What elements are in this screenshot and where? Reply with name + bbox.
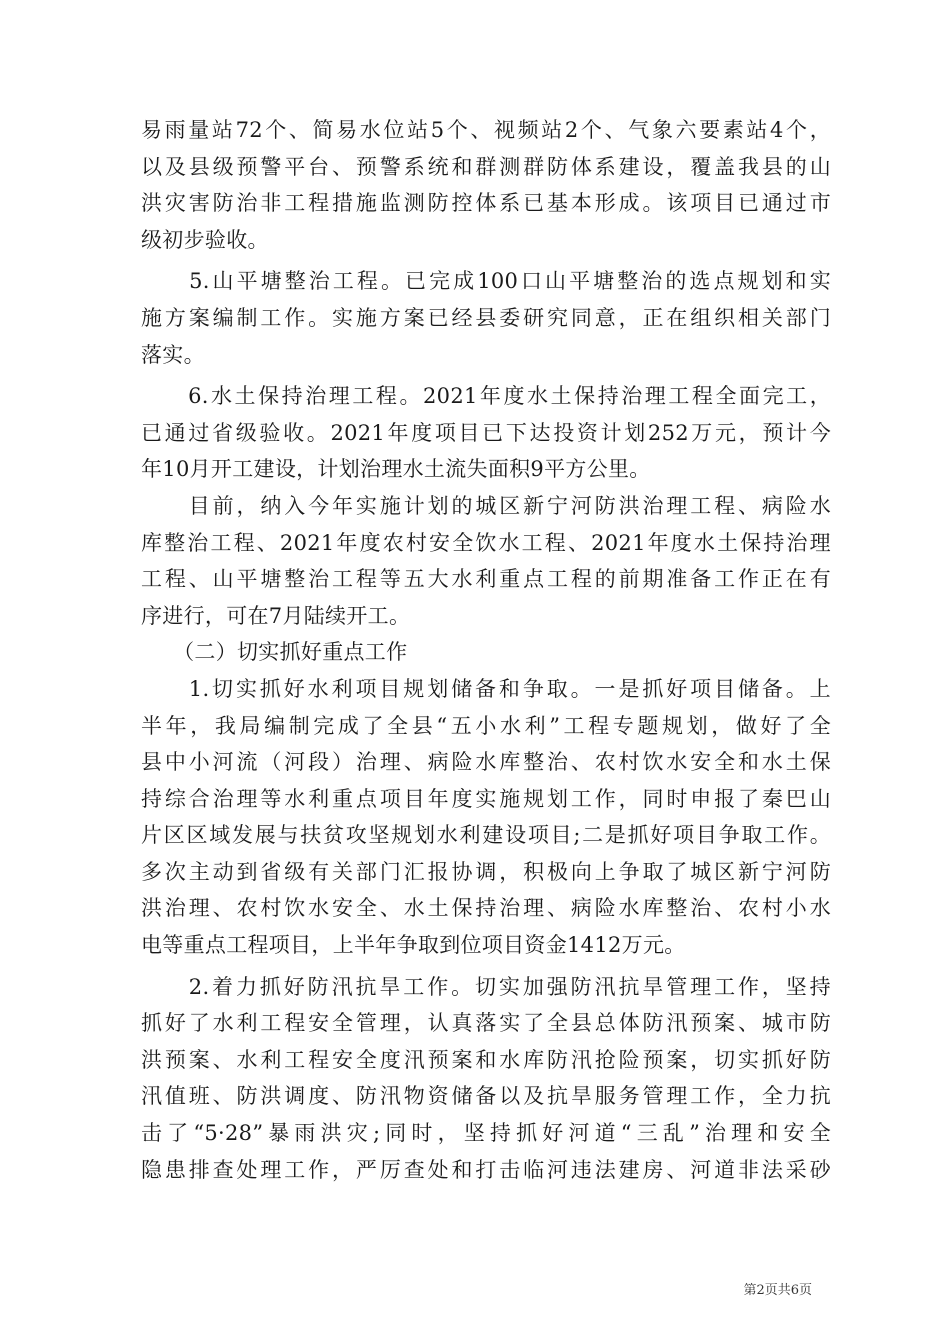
text-line: 片区区域发展与扶贫攻坚规划水利建设项目;二是抓好项目争取工作。 bbox=[141, 823, 831, 848]
text-line: 5.山平塘整治工程。已完成100口山平塘整治的选点规划和实 bbox=[141, 269, 831, 294]
text-line: 洪灾害防治非工程措施监测防控体系已基本形成。该项目已通过市 bbox=[141, 191, 831, 216]
heading-line: （二）切实抓好重点工作 bbox=[141, 640, 408, 665]
paragraph-pond-project bbox=[141, 263, 831, 373]
text-line: 洪预案、水利工程安全度汛预案和水库防汛抢险预案，切实抓好防 bbox=[141, 1047, 831, 1072]
text-line: 6.水土保持治理工程。2021年度水土保持治理工程全面完工， bbox=[141, 384, 831, 409]
text-line: 抓好了水利工程安全管理，认真落实了全县总体防汛预案、城市防 bbox=[141, 1011, 831, 1036]
text-line: 洪治理、农村饮水安全、水土保持治理、病险水库整治、农村小水 bbox=[141, 896, 831, 921]
text-line: 击了“5·28”暴雨洪灾;同时，坚持抓好河道“三乱”治理和安全 bbox=[141, 1121, 831, 1146]
text-line: 电等重点工程项目，上半年争取到位项目资金1412万元。 bbox=[141, 933, 686, 958]
paragraph-current-status bbox=[141, 488, 831, 634]
text-line: 2.着力抓好防汛抗旱工作。切实加强防汛抗旱管理工作，坚持 bbox=[141, 974, 831, 999]
paragraph-flood-warning bbox=[141, 112, 831, 258]
text-line: 隐患排查处理工作，严厉查处和打击临河违法建房、河道非法采砂 bbox=[141, 1157, 831, 1182]
text-line: 已通过省级验收。2021年度项目已下达投资计划252万元，预计今 bbox=[141, 420, 831, 445]
text-line: 库整治工程、2021年度农村安全饮水工程、2021年度水土保持治理 bbox=[141, 530, 831, 555]
paragraph-soil-conservation bbox=[141, 378, 831, 488]
text-line: 半年，我局编制完成了全县“五小水利”工程专题规划，做好了全 bbox=[141, 713, 831, 738]
text-line: 县中小河流（河段）治理、病险水库整治、农村饮水安全和水土保 bbox=[141, 750, 831, 775]
text-line: 持综合治理等水利重点项目年度实施规划工作，同时申报了秦巴山 bbox=[141, 786, 831, 811]
text-line: 序进行，可在7月陆续开工。 bbox=[141, 603, 411, 628]
text-line: 汛值班、防洪调度、防汛物资储备以及抗旱服务管理工作，全力抗 bbox=[141, 1084, 831, 1109]
text-line: 落实。 bbox=[141, 342, 205, 367]
text-line: 级初步验收。 bbox=[141, 227, 269, 252]
text-line: 年10月开工建设，计划治理水土流失面积9平方公里。 bbox=[141, 457, 651, 482]
text-line: 1.切实抓好水利项目规划储备和争取。一是抓好项目储备。上 bbox=[141, 676, 831, 701]
section-heading bbox=[141, 634, 831, 671]
text-line: 工程、山平塘整治工程等五大水利重点工程的前期准备工作正在有 bbox=[141, 567, 831, 592]
text-line: 以及县级预警平台、预警系统和群测群防体系建设，覆盖我县的山 bbox=[141, 154, 831, 179]
page-number: 第2页共6页 bbox=[743, 1283, 812, 1298]
paragraph-flood-control bbox=[141, 969, 831, 1189]
text-line: 易雨量站72个、简易水位站5个、视频站2个、气象六要素站4个， bbox=[141, 118, 831, 142]
text-line: 多次主动到省级有关部门汇报协调，积极向上争取了城区新宁河防 bbox=[141, 859, 831, 884]
paragraph-project-planning bbox=[141, 671, 831, 964]
document-body bbox=[141, 112, 831, 1188]
text-line: 目前，纳入今年实施计划的城区新宁河防洪治理工程、病险水 bbox=[141, 493, 831, 518]
text-line: 施方案编制工作。实施方案已经县委研究同意，正在组织相关部门 bbox=[141, 305, 831, 330]
